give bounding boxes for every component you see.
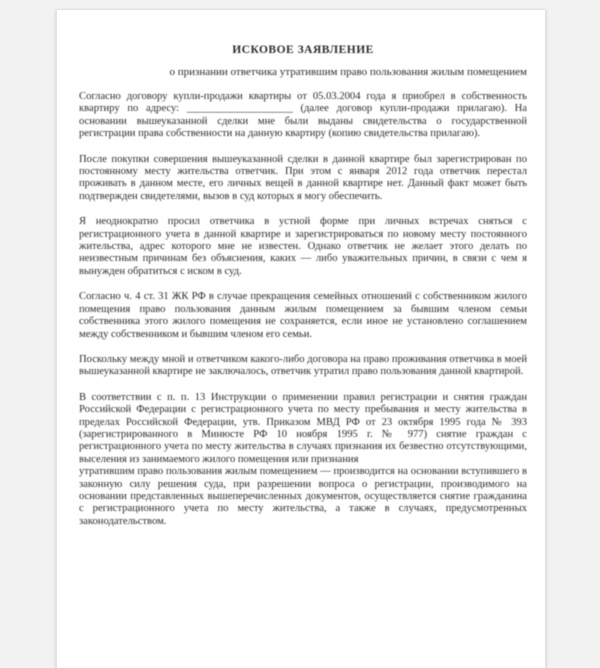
document-content	[79, 44, 530, 541]
paragraph-5: Поскольку между мной и ответчиком какого-либо договора на право проживания ответчика в моей вышеуказанной квартире не заключалось, ответчик утратил право пользования данной квартирой.	[79, 353, 530, 378]
paragraph-4: Согласно ч. 4 ст. 31 ЖК РФ в случае прекращения семейных отношений с собственником жилого помещения право пользования данным жилым помещением за бывшим членом семьи собственника этого жилого помещения не сохраняется, если иное не установлено соглашением между собственником и бывшим членом его семьи.	[79, 291, 530, 340]
document-page	[56, 10, 546, 668]
paragraph-2: После покупки совершения вышеуказанной сделки в данной квартире был зарегистрирован по постоянному месту жительства ответчик. При этом с января 2012 года ответчик перестал проживать в данном месте, его личных вещей в данной квартире нет. Данный факт может быть подтвержден свидетелями, вызов в суд которых я могу обеспечить.	[79, 153, 530, 202]
paragraph-3: Я неоднократно просил ответчика в устной форме при личных встречах сняться с регистрационного учета в данной квартире и зарегистрироваться по новому месту постоянного жительства, адрес которого мне не известен. Однако ответчик не желает этого делать по неизвестным причинам без объяснения, каких — либо уважительных причин, в связи с чем я вынужден обратиться с иском в суд.	[79, 216, 530, 277]
paragraph-7: утратившим право пользования жилым помещением — производится на основании вступившего в законную силу решения суда, при разрешении вопроса о регистрации, производимого на основании представленных вышеперечисленных документов, осуществляется снятие гражданина с регистрационного учета по месту жительства, а также в случаях, предусмотренных законодательством.	[79, 466, 530, 527]
document-subtitle: о признании ответчика утратившим право пользования жилым помещением	[169, 66, 527, 78]
paragraph-6: В соответствии с п. п. 13 Инструкции о применении правил регистрации и снятия граждан Российской Федерации с регистрационного учета по месту пребывания и месту жительства в пределах Российской Федерации, утв. Приказом МВД РФ от 23 октября 1995 года № 393 (зарегистрированного в Минюсте РФ 10 ноября 1995 г. № 977) снятие граждан с регистрационного учета по месту жительства в случаях признания их безвестно отсутствующими, выселения из занимаемого жилого помещения или признания	[79, 391, 530, 465]
document-title: ИСКОВОЕ ЗАЯВЛЕНИЕ	[232, 44, 374, 56]
paragraph-1: Согласно договору купли-продажи квартиры от 05.03.2004 года я приобрел в собственность квартиру по адресу: ____________________ (далее договор купли-продажи прилагаю). На основании вышеуказанной сделки мне были выданы свидетельства о государственной регистрации права собственности на данную квартиру (копию свидетельства прилагаю).	[79, 91, 530, 140]
